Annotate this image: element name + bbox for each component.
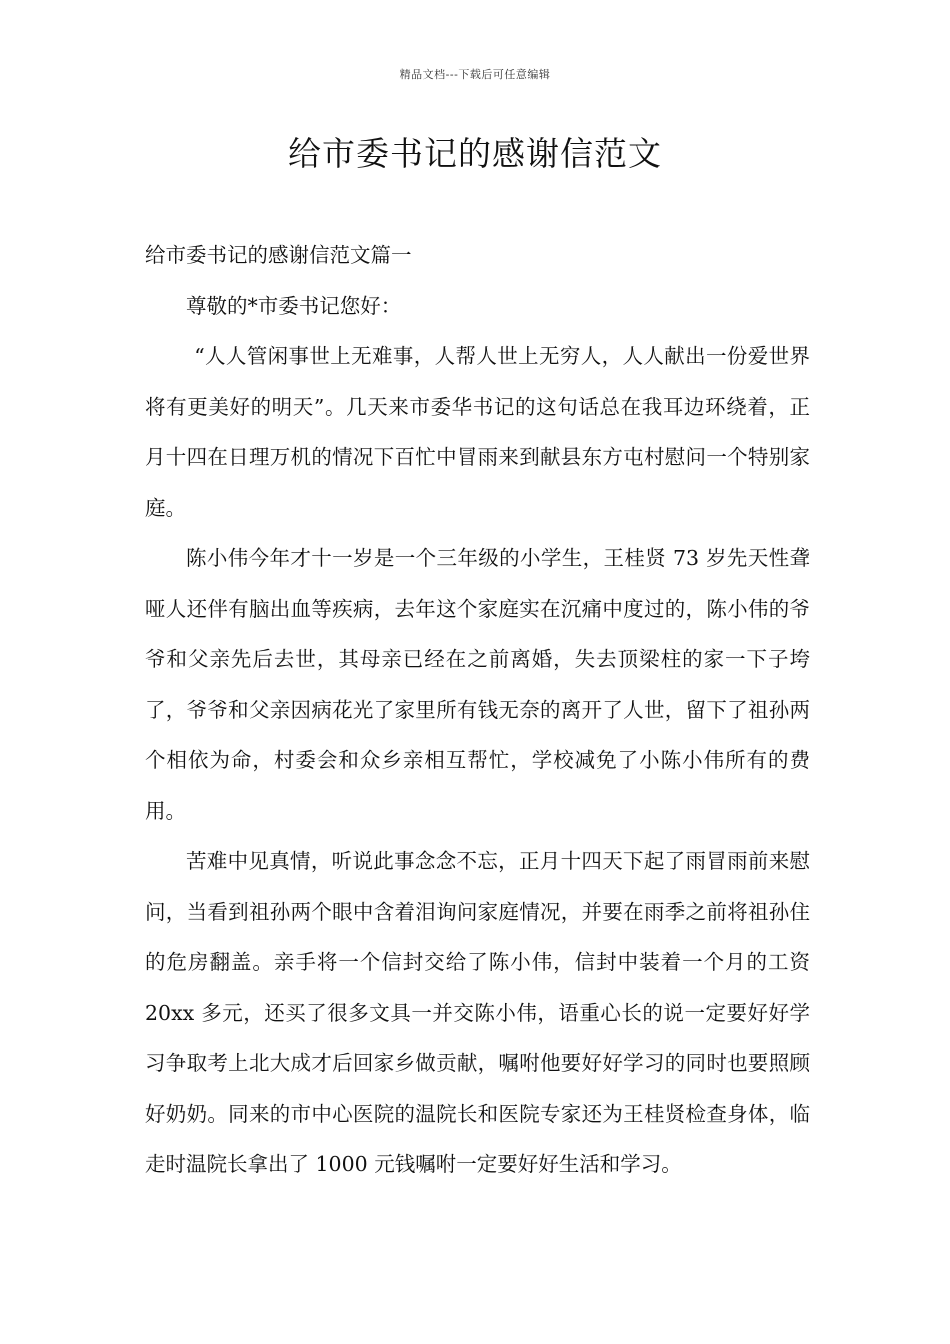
salutation: 尊敬的*市委书记您好： [186,293,402,318]
section-heading: 给市委书记的感谢信范文篇一 [145,243,412,267]
header-note: 精品文档---下载后可任意编辑 [399,68,551,81]
paragraph-1: “人人管闲事世上无难事，人帮人世上无穷人，人人献出一份爱世界将有更美好的明天”。几天来市委华书记的这句话总在我耳边环绕着，正月十四在日理万机的情况下百忙中冒雨来到献县东方屯村慰问一个特别家庭。 [145,344,810,520]
document-body [145,230,810,1190]
paragraph-3: 苦难中见真情，听说此事念念不忘，正月十四天下起了雨冒雨前来慰问，当看到祖孙两个眼中含着泪询问家庭情况，并要在雨季之前将祖孙住的危房翻盖。亲手将一个信封交给了陈小伟，信封中装着一个月的工资 20xx 多元，还买了很多文具一并交陈小伟，语重心长的说一定要好好学习争取考上北大成才后回家乡做贡献，嘱咐他要好好学习的同时也要照顾好奶奶。同来的市中心医院的温院长和医院专家还为王桂贤检查身体，临走时温院长拿出了 1000 元钱嘱咐一定要好好生活和学习。 [145,849,810,1176]
paragraph-2: 陈小伟今年才十一岁是一个三年级的小学生，王桂贤 73 岁先天性聋哑人还伴有脑出血等疾病，去年这个家庭实在沉痛中度过的，陈小伟的爷爷和父亲先后去世，其母亲已经在之前离婚，失去顶梁柱的家一下子垮了，爷爷和父亲因病花光了家里所有钱无奈的离开了人世，留下了祖孙两个相依为命，村委会和众乡亲相互帮忙，学校减免了小陈小伟所有的费用。 [145,546,810,823]
document-title: 给市委书记的感谢信范文 [288,134,662,173]
